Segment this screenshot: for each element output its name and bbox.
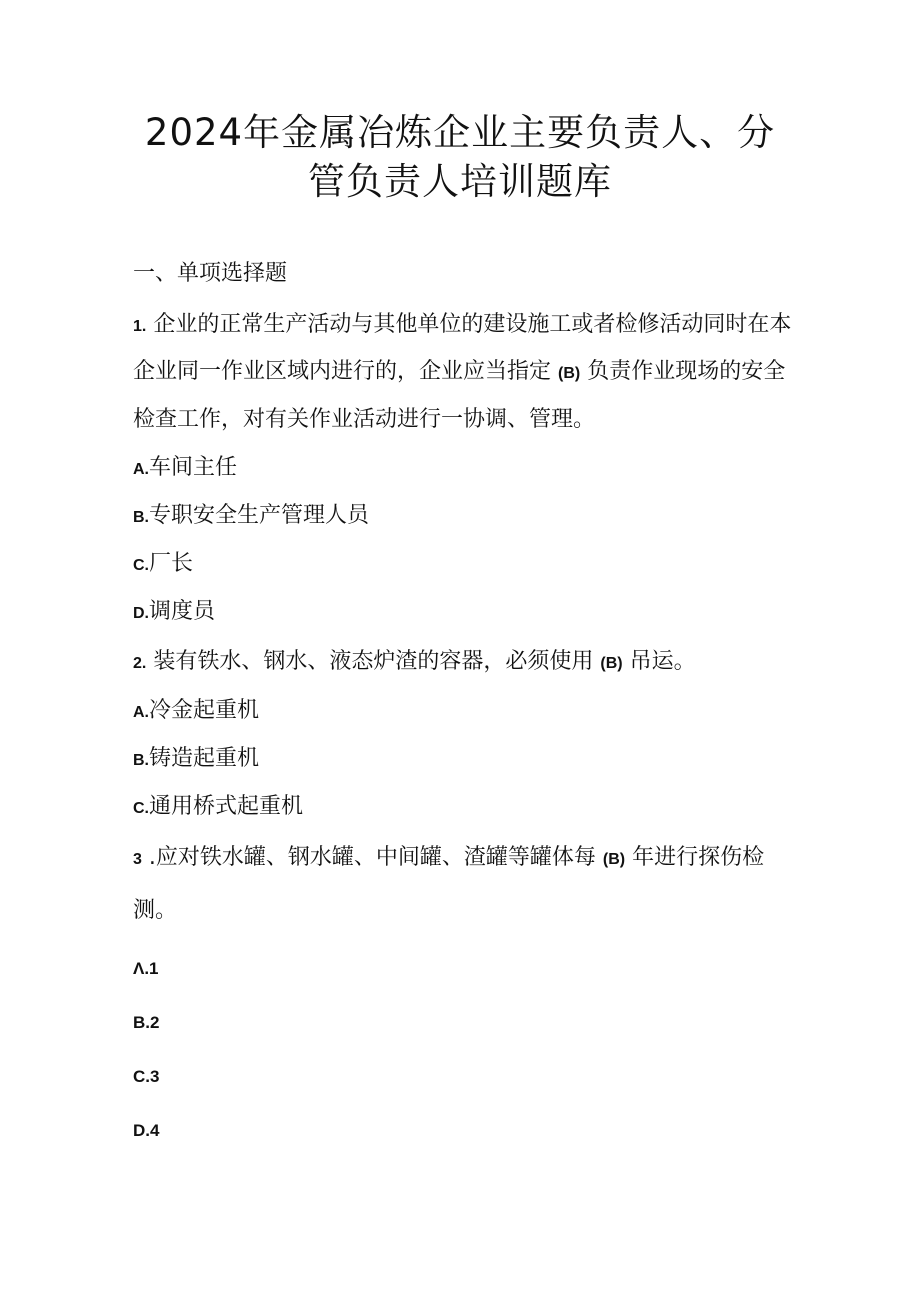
option-item (133, 553, 193, 575)
option-item: C.3 (133, 1067, 160, 1086)
question-3-line-1 (133, 847, 764, 869)
document-title-line-1: 2024年金属冶炼企业主要负责人、分 (144, 111, 776, 154)
option-item: Λ.1 (133, 959, 159, 978)
question-number: 2. (133, 655, 147, 672)
question-1-line-2 (133, 361, 785, 383)
question-2-line-1 (133, 651, 696, 673)
option-text: 厂长 (149, 551, 194, 576)
option-text: 通用桥式起重机 (149, 794, 304, 819)
option-key: A. (133, 461, 149, 478)
option-key: A. (133, 704, 149, 721)
question-text: .应对铁水罐、钢水罐、中间罐、渣罐等罐体每 (148, 845, 596, 870)
option-item (133, 748, 259, 770)
option-key: D. (133, 605, 149, 622)
option-item: D.4 (133, 1121, 160, 1140)
option-key: C. (133, 557, 149, 574)
question-1-line-3 (133, 409, 595, 431)
option-item (133, 505, 369, 527)
question-number: 3 (133, 851, 142, 868)
option-text: 车间主任 (149, 455, 238, 480)
answer-marker: (B) (602, 851, 626, 868)
option-item: B.2 (133, 1013, 160, 1032)
question-3-line-2 (133, 900, 177, 922)
option-key: B. (133, 509, 149, 526)
option-key: C. (133, 800, 149, 817)
question-text: 吊运。 (629, 649, 696, 674)
option-key: B. (133, 752, 149, 769)
option-text: 调度员 (149, 599, 216, 624)
question-text: 检查工作，对有关作业活动进行一协调、管理。 (133, 407, 596, 432)
question-number: 1. (133, 318, 147, 335)
question-text: 企业同一作业区域内进行的，企业应当指定 (133, 359, 552, 384)
option-item (133, 457, 237, 479)
answer-marker: (B) (600, 655, 623, 672)
answer-marker: (B) (558, 365, 581, 382)
question-1-line-1 (133, 314, 791, 336)
option-text: 冷金起重机 (149, 698, 260, 723)
section-heading: 一、单项选择题 (133, 261, 288, 286)
question-text: 年进行探伤检 (632, 845, 765, 870)
option-text: 铸造起重机 (149, 746, 260, 771)
question-text: 负责作业现场的安全 (587, 359, 786, 384)
question-text: 装有铁水、钢水、液态炉渣的容器，必须使用 (153, 649, 594, 674)
option-item (133, 796, 303, 818)
option-item (133, 700, 259, 722)
option-item (133, 601, 215, 623)
option-text: 专职安全生产管理人员 (149, 503, 370, 528)
document-title-line-2: 管负责人培训题库 (308, 160, 612, 203)
question-text: 测。 (133, 898, 178, 923)
question-text: 企业的正常生产活动与其他单位的建设施工或者检修活动同时在本 (153, 312, 792, 337)
